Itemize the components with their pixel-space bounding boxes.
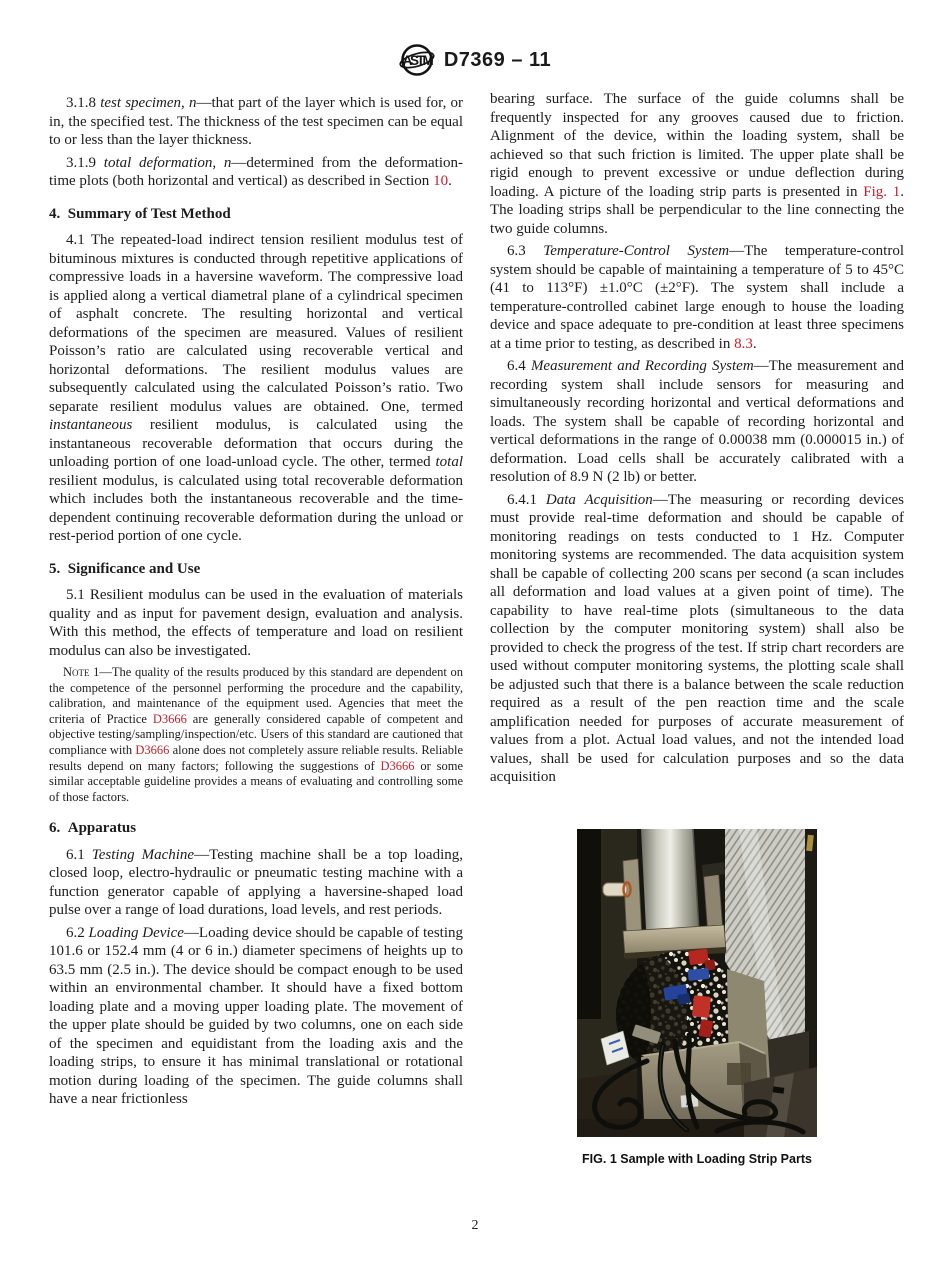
text-run: Note 1— (63, 665, 112, 679)
text-run: Measurement and Recording System (530, 358, 754, 374)
text-run: —The measurement and recording system shall include sensors for measuring and simultaneously recording horizontal and vertical deformations and loads. The system shall be capable of recording horizontal and vertical deformations in the range of 0.00038 mm (0.000015 in.) of deformation. Load cells shall be accurately calibrated with a resolution of 8.9 N (2 lb) or better. (490, 358, 904, 485)
svg-text:ASTM: ASTM (402, 53, 432, 68)
body-paragraph (49, 94, 463, 150)
section-heading (49, 560, 463, 579)
cross-reference-link[interactable]: Fig. 1 (863, 183, 901, 200)
text-run: resilient modulus, is calculated using total recoverable deformation which includes both the instantaneous recoverable and the time-dependent continuing recoverable deformation during the unload or rest-period portion of one cycle. (49, 472, 463, 544)
text-run: 3.1.9 (66, 154, 104, 171)
text-run: The quality of the results produced by this standard are dependent on the competence of the personnel performing the procedure and the capability, calibration, and maintenance of the equipment used. Agencies that meet the criteria of Practice (49, 665, 463, 726)
figure-1-caption: FIG. 1 Sample with Loading Strip Parts (582, 1152, 812, 1166)
text-run: Loading Device (88, 924, 184, 941)
text-run: 4.1 The repeated-load indirect tension resilient modulus test of bituminous mixtures is conducted through repetitive applications of compressive loads in a haversine waveform. The compressive load is applied along a vertical diametral plane of a cylindrical specimen of asphalt concrete. The resulting horizontal and vertical deformations of the specimen are measured. Values of resilient Poisson’s ratio are calculated using recoverable vertical and horizontal deformations. The resilient modulus values are subsequently calculated using the calculated Poisson’s ratio. Two separate resilient modulus values are obtained. One, termed (49, 232, 463, 415)
text-run: Temperature-Control System (543, 243, 730, 259)
text-run: . (448, 173, 452, 189)
body-paragraph (49, 586, 463, 660)
text-run: 3.1.8 (66, 95, 101, 111)
body-paragraph (49, 846, 463, 920)
section-heading (49, 205, 463, 224)
text-run: 5.1 Resilient modulus can be used in the evaluation of materials quality and as input for pavement design, evaluation and analysis. With this method, the effects of temperature and load on resilient modulus can also be investigated. (49, 587, 463, 659)
text-run: 6.2 (66, 924, 89, 941)
text-run: . The loading strips shall be perpendicular to the line connecting the two guide columns. (490, 183, 904, 237)
text-run: —Testing machine shall be a top loading, closed loop, electro-hydraulic or pneumatic testing machine with a function generator capable of applying a haversine-shaped load pulse over a range of load durations, load levels, and rest periods. (49, 846, 464, 919)
text-run: . (752, 335, 757, 352)
svg-text:A: A (685, 1096, 694, 1108)
text-run: total (435, 454, 463, 470)
text-run: 6. Apparatus (49, 820, 137, 837)
cross-reference-link[interactable]: D3666 (380, 758, 415, 773)
figure-1 (490, 829, 904, 1169)
body-paragraph (49, 924, 463, 1109)
text-run: bearing surface. The surface of the guide columns shall be frequently inspected for any grooves caused due to friction. Alignment of the device, within the loading system, shall be achieved so that such friction is limited. The upper plate shall be rigid enough to prevent excessive or undue deflection during loading. A picture of the loading strip parts is presented in (490, 91, 904, 200)
text-run: alone does not completely assure reliable results. Reliable results depend on many factors; following the suggestions of (49, 742, 463, 773)
text-run: —Loading device should be capable of testing 101.6 or 152.4 mm (4 or 6 in.) diameter specimens of heights up to 63.5 mm (2.5 in.). The device should be compact enough to be used within an environmental chamber. It should have a fixed bottom loading plate and a moving upper loading plate. The movement of the upper plate should be guided by two columns, one on each side of the specimen and equidistant from the loading axis and the loading strips, to ensure it has minimal translational or rotational motion during loading of the specimen. The guide columns shall have a near frictionless (49, 924, 464, 1108)
page-number: 2 (471, 1218, 479, 1233)
text-run: total deformation, n (103, 154, 232, 171)
text-run: or some similar acceptable guideline provides a means of evaluating and controlling some of those factors. (49, 758, 463, 804)
note-paragraph (49, 665, 463, 805)
right-column-text (490, 90, 904, 787)
text-run: Testing Machine (91, 846, 195, 863)
body-paragraph (490, 242, 904, 353)
astm-logo-icon (399, 42, 435, 78)
section-heading (49, 819, 463, 838)
text-run: are generally considered capable of competent and objective testing/sampling/inspection/etc. Users of this standard are cautioned that compliance with (49, 711, 463, 757)
text-run: —The temperature-control system should be capable of maintaining a temperature of 5 to 45°C (41 to 113°F) ±1.0°C (±2°F). The system shall include a temperature-controlled cabinet large enough to house the loading device and space adequate to pre-condition at least three specimens at a time prior to testing, as described in (490, 243, 904, 352)
body-paragraph (490, 90, 904, 238)
text-run: instantaneous (49, 417, 133, 433)
text-run: 6.1 (66, 846, 92, 863)
text-run: Data Acquisition (545, 491, 653, 508)
figure-1-photo (577, 829, 817, 1137)
cross-reference-link[interactable]: 8.3 (734, 335, 753, 352)
text-run: resilient modulus, is calculated using the instantaneous recoverable deformation that occurs during the unloading portion of one load-unload cycle. The other, termed (49, 417, 463, 470)
text-run: —determined from the deformation-time plots (both horizontal and vertical) as described in Section (49, 154, 463, 189)
left-text-column (49, 90, 463, 1109)
right-text-column (490, 90, 904, 1169)
text-run: 6.4.1 (507, 491, 546, 508)
document-header (0, 42, 950, 78)
body-paragraph (490, 491, 904, 787)
text-run: 4. Summary of Test Method (49, 205, 231, 222)
cross-reference-link[interactable]: D3666 (152, 711, 187, 726)
text-run: 5. Significance and Use (49, 560, 201, 577)
body-paragraph (49, 231, 463, 546)
text-run: 6.4 (507, 358, 531, 374)
text-run: —that part of the layer which is used for, or in, the specified test. The thickness of the test specimen can be equal to or less than the layer thickness. (49, 95, 464, 148)
text-run: —The measuring or recording devices must provide real-time deformation and should be capable of monitoring readings on tests conducted to 1 Hz. Computer monitoring systems are recommended. The data acquisition system shall be capable of collecting 200 scans per second (a scan includes all deformation and load values at a given point of time). The capability to have real-time plots (simultaneous to the data collection by the computer monitoring system) shall also be provided to check the progress of the test. If strip chart recorders are used without computer monitoring systems, the plotting scale shall be adjusted such that there is a balance between the scale reduction required as a result of the pen reaction time and the scale amplification needed for purposes of accurate measurement of values from a plot. Actual load values, and not the intended load values, shall be used for calculation purposes and so the data acquisition (490, 491, 905, 785)
body-paragraph (490, 357, 904, 487)
text-run: 6.3 (507, 243, 544, 259)
body-paragraph (49, 154, 463, 191)
text-run: test specimen, n (100, 95, 197, 111)
cross-reference-link[interactable]: 10 (433, 173, 449, 189)
cross-reference-link[interactable]: D3666 (135, 742, 170, 757)
standard-designation: D7369 – 11 (443, 48, 552, 71)
